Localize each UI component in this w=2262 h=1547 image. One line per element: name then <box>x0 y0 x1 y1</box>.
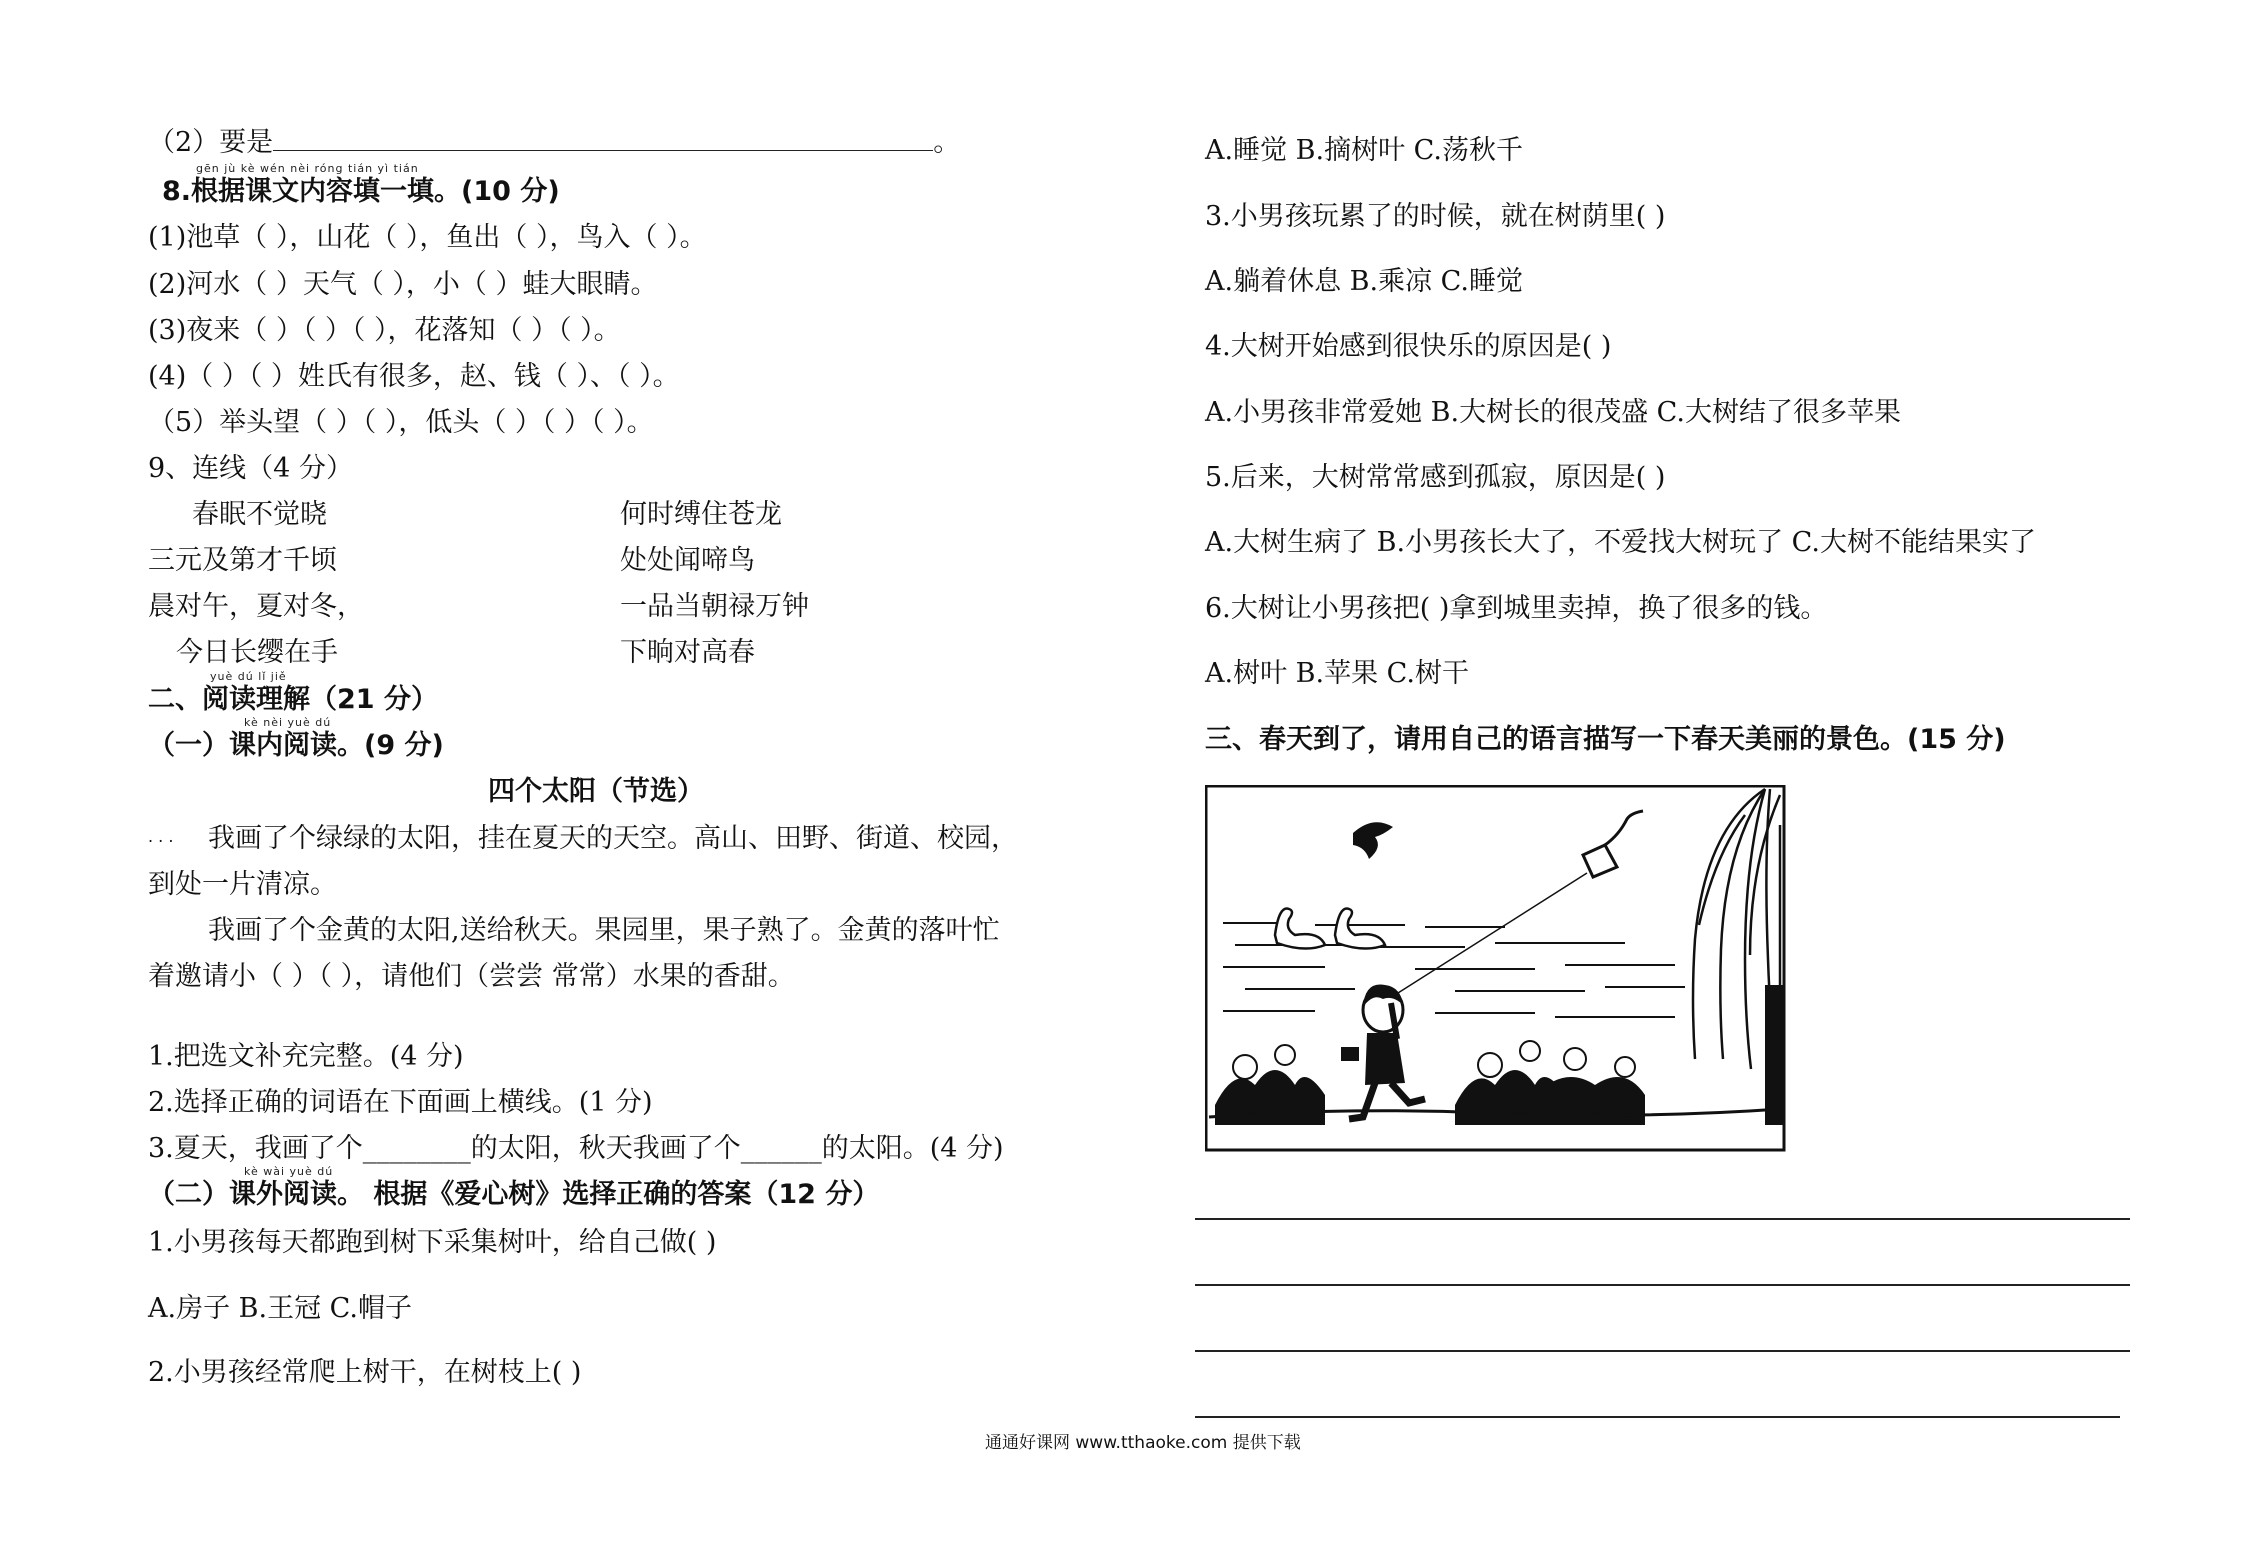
part1-title: （一）课内阅读。(9 分) <box>148 730 444 761</box>
passage-line-3: 我画了个金黄的太阳,送给秋天。果园里，果子熟了。金黄的落叶忙 <box>208 915 1000 946</box>
match-left-3[interactable]: 晨对午，夏对冬， <box>148 591 364 622</box>
mc-q6: 6.大树让小男孩把( )拿到城里卖掉，换了很多的钱。 <box>1205 593 1828 624</box>
mc-q2-options[interactable]: A.睡觉 B.摘树叶 C.荡秋千 <box>1205 135 1523 166</box>
mc-q1-options[interactable]: A.房子 B.王冠 C.帽子 <box>148 1293 412 1324</box>
page-footer: 通通好课网 www.tthaoke.com 提供下载 <box>985 1433 1301 1453</box>
q8-title: 8.根据课文内容填一填。(10 分) <box>162 176 560 207</box>
part2-pinyin: kè wài yuè dú <box>244 1165 334 1178</box>
q8-line-4: (4)（ ）（ ）姓氏有很多，赵、钱（ ）、（ ）。 <box>148 361 680 392</box>
match-left-2[interactable]: 三元及第才千顷 <box>148 545 337 576</box>
reading-q1: 1.把选文补充完整。(4 分) <box>148 1041 464 1072</box>
part2-title: （二）课外阅读。 根据《爱心树》选择正确的答案（12 分） <box>148 1179 880 1210</box>
q9-title: 9、连线（4 分） <box>148 453 353 484</box>
q8-pinyin: gēn jù kè wén nèi róng tián yì tián <box>196 162 419 175</box>
mc-q3: 3.小男孩玩累了的时候，就在树荫里( ) <box>1205 201 1666 232</box>
q8-line-2: (2)河水（ ）天气（ ），小（ ）蛙大眼睛。 <box>148 269 658 300</box>
section3-title: 三、春天到了，请用自己的语言描写一下春天美丽的景色。(15 分) <box>1205 724 2006 755</box>
q8-line-5: （5）举头望（ ）（ ），低头（ ）（ ）（ ）。 <box>148 407 654 438</box>
match-left-1[interactable]: 春眠不觉晓 <box>192 499 327 530</box>
match-right-3[interactable]: 一品当朝禄万钟 <box>620 591 809 622</box>
mc-q5: 5.后来，大树常常感到孤寂，原因是( ) <box>1205 462 1666 493</box>
reading-q2: 2.选择正确的词语在下面画上横线。(1 分) <box>148 1087 653 1118</box>
section2-pinyin: yuè dú lǐ jiě <box>210 670 287 683</box>
mc-q4: 4.大树开始感到很快乐的原因是( ) <box>1205 331 1612 362</box>
mc-q5-options[interactable]: A.大树生病了 B.小男孩长大了，不爱找大树玩了 C.大树不能结果实了 <box>1205 527 2036 558</box>
q8-line-1: (1)池草（ ），山花（ ），鱼出（ ），鸟入（ ）。 <box>148 222 707 253</box>
reading-q3: 3.夏天，我画了个________的太阳，秋天我画了个______的太阳。(4 分) <box>148 1133 1004 1164</box>
part1-pinyin: kè nèi yuè dú <box>244 716 332 729</box>
match-left-4[interactable]: 今日长缨在手 <box>176 637 338 668</box>
mc-q3-options[interactable]: A.躺着休息 B.乘凉 C.睡觉 <box>1205 266 1523 297</box>
match-right-1[interactable]: 何时缚住苍龙 <box>620 499 782 530</box>
passage-dots: . . . <box>148 827 174 846</box>
q7-item-2: （2）要是 。 <box>148 127 961 158</box>
spring-illustration <box>1205 785 1787 1155</box>
q8-line-3: (3)夜来（ ）（ ）（ ），花落知（ ）（ ）。 <box>148 315 621 346</box>
passage-title: 四个太阳（节选） <box>488 776 704 807</box>
writing-line-4[interactable] <box>1195 1416 2120 1418</box>
passage-line-1: 我画了个绿绿的太阳，挂在夏天的天空。高山、田野、街道、校园， <box>208 823 1018 854</box>
writing-line-3[interactable] <box>1195 1350 2130 1352</box>
section2-title: 二、阅读理解（21 分） <box>148 684 438 715</box>
writing-line-2[interactable] <box>1195 1284 2130 1286</box>
answer-blank[interactable] <box>273 126 933 151</box>
mc-q1: 1.小男孩每天都跑到树下采集树叶，给自己做( ) <box>148 1227 717 1258</box>
mc-q6-options[interactable]: A.树叶 B.苹果 C.树干 <box>1205 658 1469 689</box>
match-right-4[interactable]: 下晌对高春 <box>620 637 755 668</box>
writing-line-1[interactable] <box>1195 1218 2130 1220</box>
mc-q4-options[interactable]: A.小男孩非常爱她 B.大树长的很茂盛 C.大树结了很多苹果 <box>1205 397 1901 428</box>
passage-line-4: 着邀请小（ ）（ ），请他们（尝尝 常常）水果的香甜。 <box>148 961 795 992</box>
match-right-2[interactable]: 处处闻啼鸟 <box>620 545 755 576</box>
passage-line-2: 到处一片清凉。 <box>148 869 337 900</box>
mc-q2: 2.小男孩经常爬上树干，在树枝上( ) <box>148 1357 582 1388</box>
